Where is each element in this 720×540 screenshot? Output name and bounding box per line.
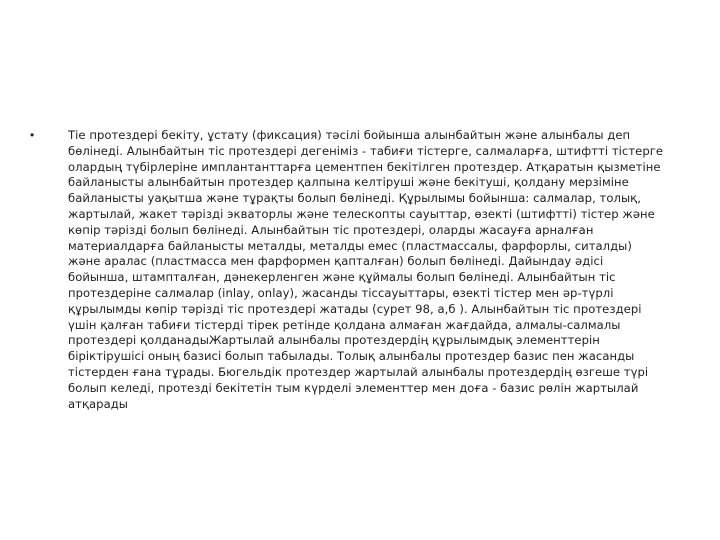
paragraph-line: материалдарға байланысты металды, металды емес (пластмассалы, фарфорлы, ситалды) [68, 238, 632, 253]
paragraph-line: тістерден ғана тұрады. Бюгельдік протездер жартылай алынбалы протездердің өзгеше түрі [68, 364, 649, 379]
paragraph-line: бөлінеді. Алынбайтын тіс протездері дегеніміз - табиғи тістерге, салмаларға, штифтті тістерге [68, 143, 664, 158]
paragraph-line: біріктірушісі оның базисі болып табылады. Толық алынбалы протездер базис пен жасанды [68, 349, 635, 364]
paragraph-line: және аралас (пластмасса мен фарформен қапталған) болып бөлінеді. Дайындау әдісі [68, 254, 604, 269]
bullet-point: • [30, 128, 35, 142]
paragraph-line: көпір тәрізді болып бөлінеді. Алынбайтын тіс протездері, оларды жасауға арналған [68, 222, 594, 237]
paragraph-line: Тіе протездері бекіту, ұстату (фиксация) тәсілі бойынша алынбайтын және алынбалы деп [68, 128, 631, 142]
paragraph-line: байланысты уақытша және тұрақты болып бөлінеді. Құрылымы бойынша: салмалар, толық, [68, 191, 641, 206]
paragraph-line: бойынша, штампталған, дәнекерленген және құймалы болып бөлінеді. Алынбайтын тіс [68, 270, 616, 285]
paragraph-line: болып келеді, протезді бекітетін тым күрделі элементтер мен доға - базис рөлін жартылай [68, 380, 639, 395]
paragraph-line: протездеріне салмалар (inlay, onlay), жасанды тіссауыттары, өзекті тістер мен әр-түрлі [68, 285, 614, 300]
paragraph-line: протездері қолданадыЖартылай алынбалы протездердің құрылымдық элементтерін [68, 333, 600, 348]
paragraph-line: байланысты алынбайтын протездер қалпына келтіруші және бекітуші, қолдану мерзіміне [68, 175, 629, 190]
paragraph-line: олардың түбірлеріне имплантанттарға цементпен бекітілген протездер. Атқаратын қызметіне [68, 159, 661, 174]
paragraph-line: үшін қалған табиғи тістерді тірек ретінде қолдана алмаған жағдайда, алмалы-салмалы [68, 317, 621, 332]
paragraph-line: атқарады [68, 396, 128, 411]
paragraph-line: құрылымды көпір тәрізді тіс протездері жатады (сурет 98, а,б ). Алынбайтын тіс протездері [68, 301, 642, 316]
body-paragraph [68, 128, 694, 412]
paragraph-line: жартылай, жакет тәрізді экваторлы және телескопты сауыттар, өзекті (штифтті) тістер және [68, 206, 655, 221]
